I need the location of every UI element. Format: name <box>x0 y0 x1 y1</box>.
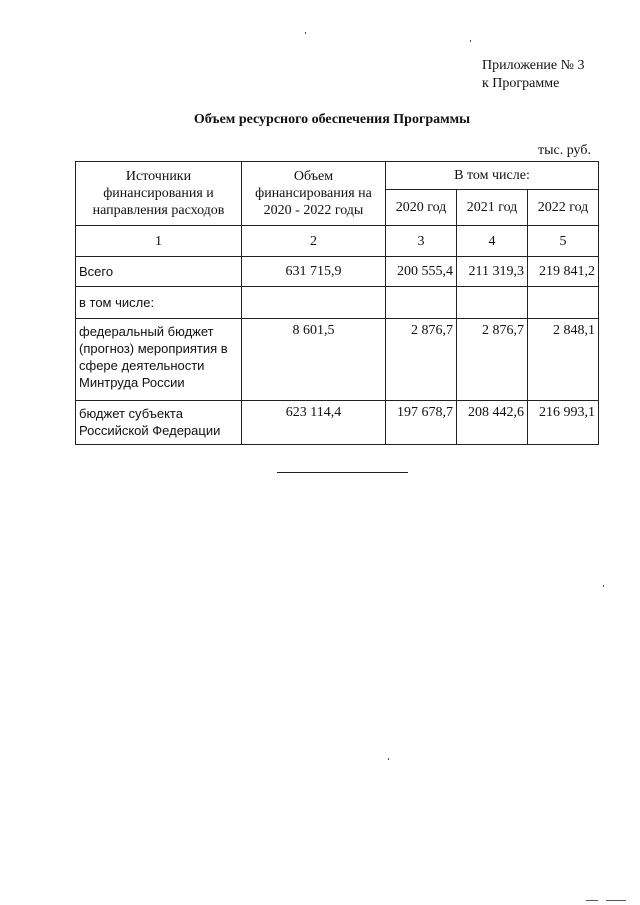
column-number-row <box>76 226 599 257</box>
row-total <box>242 287 386 319</box>
resource-table <box>75 161 599 445</box>
header-row-top <box>76 162 599 190</box>
appendix-program: к Программе <box>482 76 560 91</box>
row-total: 8 601,5 <box>242 319 386 401</box>
scan-speck <box>388 758 389 760</box>
table-row <box>76 401 599 445</box>
table-row <box>76 319 599 401</box>
column-number: 5 <box>528 226 599 257</box>
row-2021 <box>457 287 528 319</box>
appendix-reference <box>482 57 585 93</box>
scan-edge-mark <box>586 900 598 901</box>
row-2022: 216 993,1 <box>528 401 599 445</box>
header-sources: Источники финансирования и направления расходов <box>76 162 242 226</box>
row-total: 631 715,9 <box>242 257 386 287</box>
row-2020: 200 555,4 <box>386 257 457 287</box>
document-title: Объем ресурсного обеспечения Программы <box>193 112 471 127</box>
column-number: 1 <box>76 226 242 257</box>
appendix-number: Приложение № 3 <box>482 58 585 73</box>
header-year-2022: 2022 год <box>528 190 599 226</box>
scan-edge-mark <box>606 900 626 901</box>
row-label: бюджет субъекта Российской Федерации <box>76 401 242 445</box>
closing-rule <box>277 472 408 473</box>
table-row <box>76 287 599 319</box>
row-2022: 219 841,2 <box>528 257 599 287</box>
header-year-2020: 2020 год <box>386 190 457 226</box>
row-2021: 208 442,6 <box>457 401 528 445</box>
row-label: Всего <box>76 257 242 287</box>
scan-speck <box>470 40 471 42</box>
row-2020: 2 876,7 <box>386 319 457 401</box>
row-2020 <box>386 287 457 319</box>
row-2022: 2 848,1 <box>528 319 599 401</box>
scan-speck <box>305 32 306 34</box>
row-2021: 211 319,3 <box>457 257 528 287</box>
row-total: 623 114,4 <box>242 401 386 445</box>
header-volume: Объем финансирования на 2020 - 2022 годы <box>242 162 386 226</box>
header-including: В том числе: <box>386 162 599 190</box>
header-year-2021: 2021 год <box>457 190 528 226</box>
column-number: 2 <box>242 226 386 257</box>
column-number: 4 <box>457 226 528 257</box>
table-row <box>76 257 599 287</box>
scan-speck <box>603 585 604 587</box>
row-2021: 2 876,7 <box>457 319 528 401</box>
units-label: тыс. руб. <box>538 143 591 158</box>
row-2022 <box>528 287 599 319</box>
row-label: в том числе: <box>76 287 242 319</box>
column-number: 3 <box>386 226 457 257</box>
row-2020: 197 678,7 <box>386 401 457 445</box>
row-label: федеральный бюджет (прогноз) мероприятия в сфере деятельности Минтруда России <box>76 319 242 401</box>
